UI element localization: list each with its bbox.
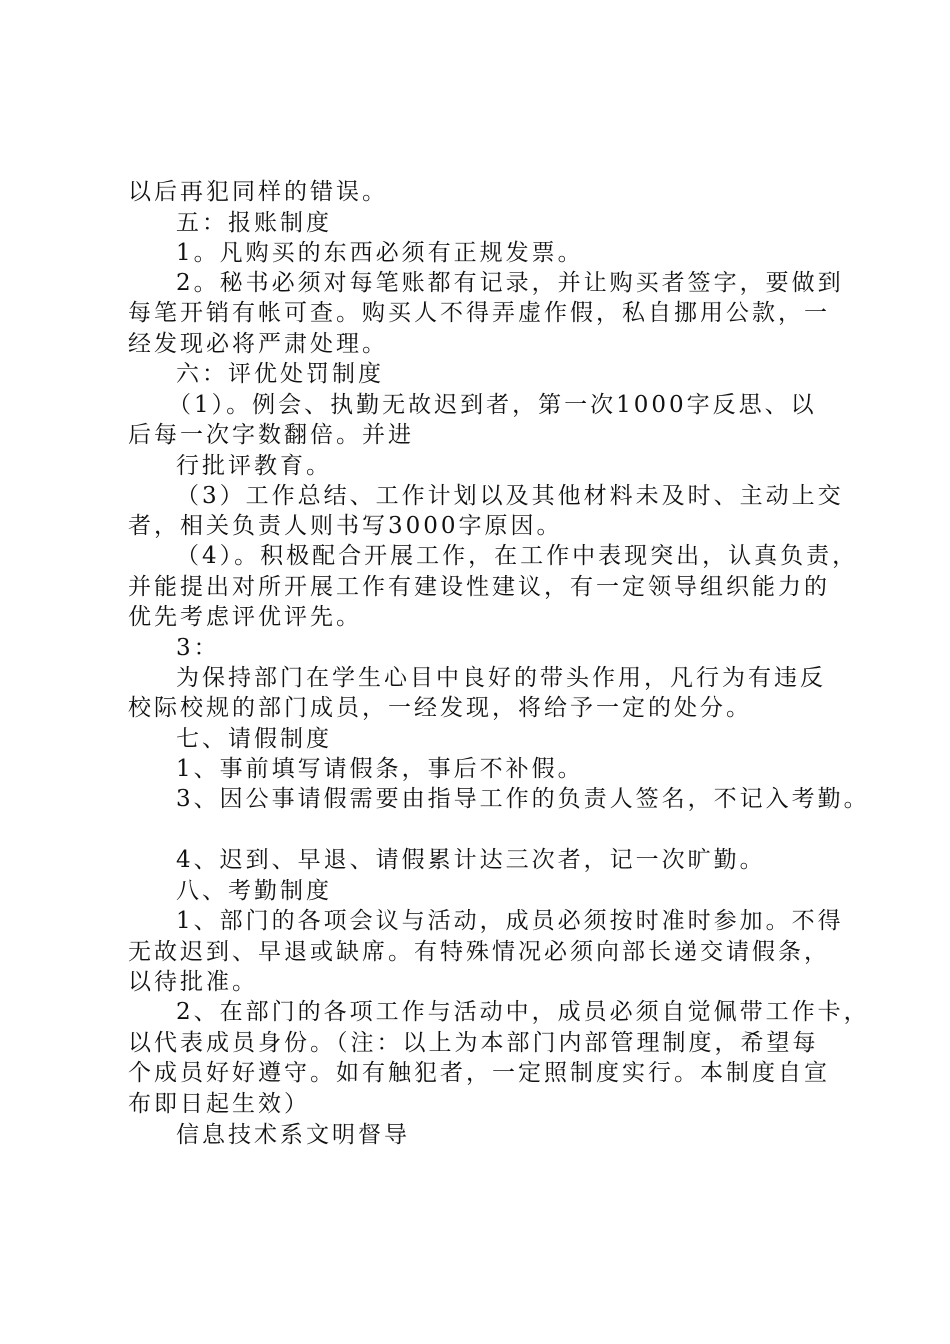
text-line: 3、因公事请假需要由指导工作的负责人签名，不记入考勤。 bbox=[176, 786, 870, 812]
text-line: （1）。例会、执勤无故迟到者，第一次1000字反思、以 bbox=[168, 392, 817, 418]
text-line: 1。凡购买的东西必须有正规发票。 bbox=[176, 240, 584, 266]
text-line: 2、在部门的各项工作与活动中，成员必须自觉佩带工作卡， bbox=[176, 999, 870, 1025]
text-line: 个成员好好遵守。如有触犯者，一定照制度实行。本制度自宣 bbox=[128, 1060, 830, 1086]
section-heading-attendance: 八、考勤制度 bbox=[176, 878, 332, 904]
text-line: 后每一次字数翻倍。并进 bbox=[128, 422, 414, 448]
text-line: 校际校规的部门成员，一经发现，将给予一定的处分。 bbox=[128, 695, 752, 721]
section-heading-reimbursement: 五：报账制度 bbox=[176, 210, 332, 236]
section-heading-evaluation: 六：评优处罚制度 bbox=[176, 361, 384, 387]
text-line: 经发现必将严肃处理。 bbox=[128, 331, 388, 357]
text-line: 以待批准。 bbox=[128, 969, 258, 995]
text-line: （4）。积极配合开展工作，在工作中表现突出，认真负责， bbox=[176, 543, 859, 569]
text-line: 1、事前填写请假条，事后不补假。 bbox=[176, 756, 584, 782]
text-line: 布即日起生效） bbox=[128, 1091, 310, 1117]
section-heading-leave: 七、请假制度 bbox=[176, 726, 332, 752]
text-line: 无故迟到、早退或缺席。有特殊情况必须向部长递交请假条， bbox=[128, 939, 830, 965]
text-line: （3）工作总结、工作计划以及其他材料未及时、主动上交 bbox=[176, 483, 844, 509]
text-line: 4、迟到、早退、请假累计达三次者，记一次旷勤。 bbox=[176, 847, 766, 873]
text-line: 行批评教育。 bbox=[176, 453, 332, 479]
text-line: 每笔开销有帐可查。购买人不得弄虚作假，私自挪用公款，一 bbox=[128, 300, 830, 326]
text-line: 并能提出对所开展工作有建设性建议，有一定领导组织能力的 bbox=[128, 574, 830, 600]
text-line: 1、部门的各项会议与活动，成员必须按时准时参加。不得 bbox=[176, 908, 844, 934]
text-line: 者，相关负责人则书写3000字原因。 bbox=[128, 513, 563, 539]
text-line: 以后再犯同样的错误。 bbox=[128, 179, 388, 205]
text-line: 2。秘书必须对每笔账都有记录，并让购买者签字，要做到 bbox=[176, 270, 844, 296]
text-line: 为保持部门在学生心目中良好的带头作用，凡行为有违反 bbox=[176, 665, 826, 691]
text-line: 优先考虑评优评先。 bbox=[128, 604, 362, 630]
text-line: 以代表成员身份。（注：以上为本部门内部管理制度，希望每 bbox=[128, 1030, 819, 1056]
text-line: 3： bbox=[176, 635, 220, 661]
signature-line: 信息技术系文明督导 bbox=[176, 1122, 410, 1148]
